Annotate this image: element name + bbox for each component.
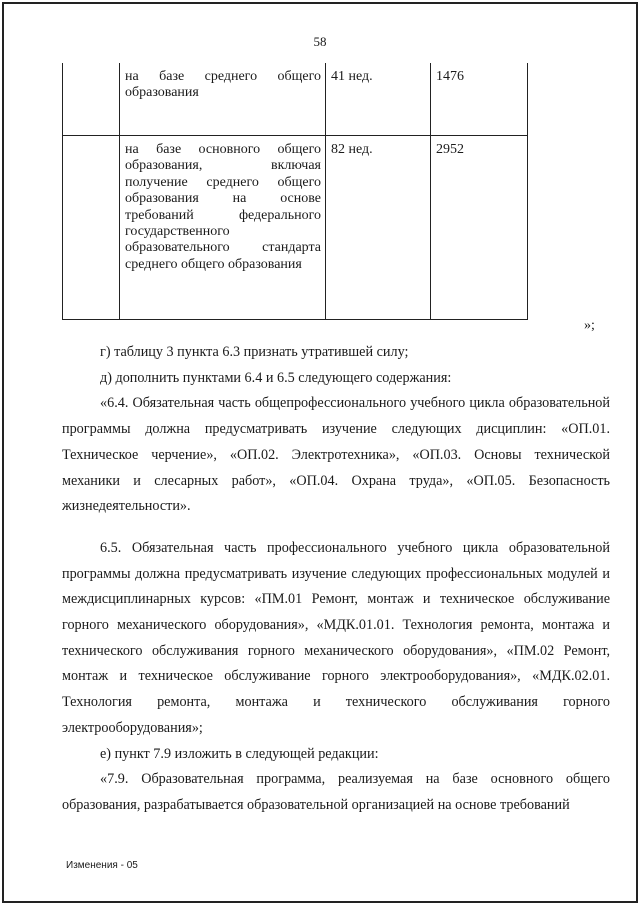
document-body: [62, 340, 610, 819]
table-row: [63, 136, 528, 320]
table-cell-hours: 1476: [431, 63, 528, 136]
footer-revision-note: Изменения - 05: [66, 860, 138, 871]
table-cell-hours: 2952: [431, 136, 528, 320]
table-row: [63, 63, 528, 136]
table-cell-description: на базе среднего общего образования: [120, 63, 326, 136]
duration-table: [62, 63, 528, 320]
paragraph-item-d: д) дополнить пунктами 6.4 и 6.5 следующего содержания:: [100, 369, 452, 386]
table-cell-term: 82 нед.: [326, 136, 431, 320]
paragraph-7-9: «7.9. Образовательная программа, реализуемая на базе основного общего образования, разрабатывается образовательной организацией на основе требований: [62, 771, 610, 813]
paragraph-6-5: 6.5. Обязательная часть профессионального учебного цикла образовательной программы должна предусматривать изучение следующих профессиональных модулей и междисциплинарных курсов: «ПМ.01 Ремонт, монтаж и техническое обслуживание горного механического оборудования», «МДК.01.01. Технология ремонта, монтажа и технического обслуживания горного механического оборудования», «ПМ.02 Ремонт, монтаж и техническое обслуживание горного электрооборудования», «МДК.02.01. Технология ремонта, монтажа и технического обслуживания горного электрооборудования»;: [62, 539, 610, 736]
table-cell-empty: [63, 63, 120, 136]
table-cell-empty: [63, 136, 120, 320]
paragraph-6-4: «6.4. Обязательная часть общепрофессионального учебного цикла образовательной программы должна предусматривать изучение следующих дисциплин: «ОП.01. Техническое черчение», «ОП.02. Электротехника», «ОП.03. Основы технической механики и слесарных работ», «ОП.04. Охрана труда», «ОП.05. Безопасность жизнедеятельности».: [62, 395, 610, 515]
paragraph-item-e: е) пункт 7.9 изложить в следующей редакции:: [100, 745, 379, 762]
table-cell-term: 41 нед.: [326, 63, 431, 136]
table-cell-description: на базе основного общего образования, включая получение среднего общего образования на основе требований федерального государственного образовательного стандарта среднего общего образования: [120, 136, 326, 320]
table-closing-mark: »;: [584, 318, 595, 333]
page-number: 58: [313, 34, 327, 49]
paragraph-item-g: г) таблицу 3 пункта 6.3 признать утратившей силу;: [100, 344, 409, 360]
